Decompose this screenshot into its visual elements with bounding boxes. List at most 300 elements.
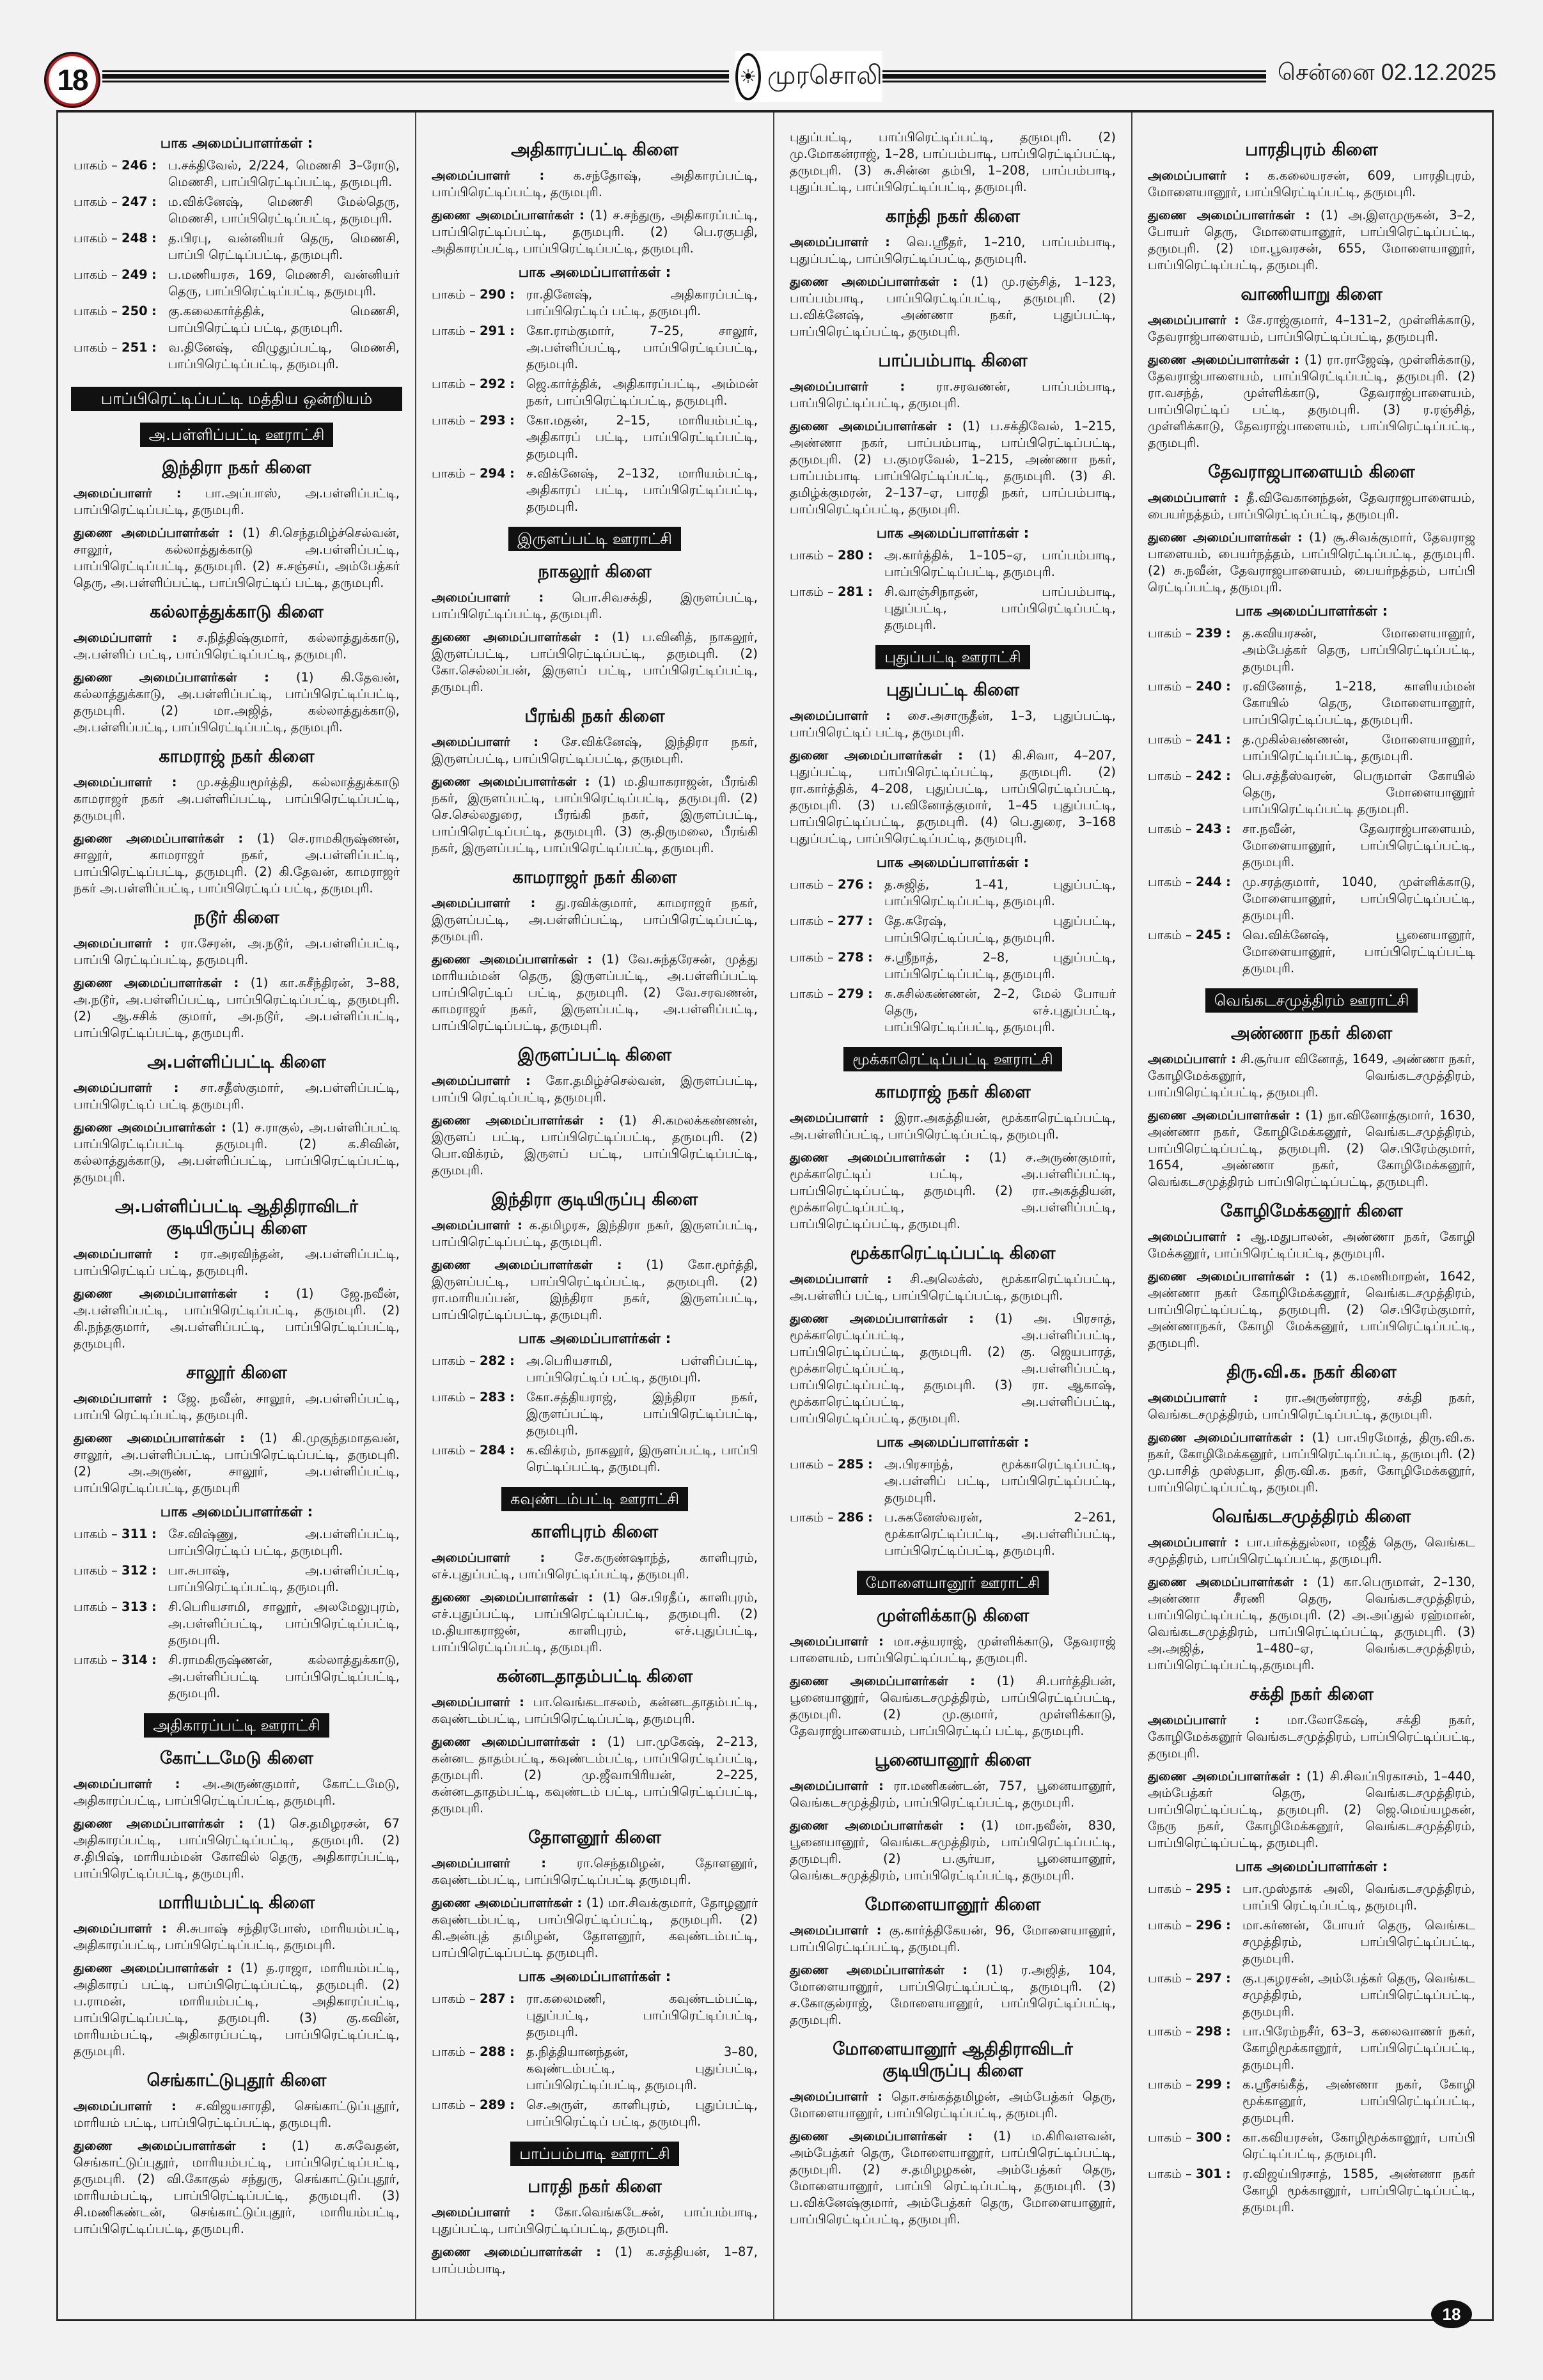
booth-prefix: பாகம் –	[432, 413, 476, 428]
entry-label: அமைப்பாளர் :	[74, 1391, 168, 1406]
booth-no: 290	[480, 287, 506, 302]
entry-text: க.சந்தோஷ், அதிகாரப்பட்டி, பாப்பிரெட்டிப்பட்டி, தருமபுரி.	[432, 168, 758, 199]
entry-label: துணை அமைப்பாளர்கள் :	[74, 1816, 244, 1831]
booth-organiser-text: மா.கர்ணன், போயர் தெரு, வெங்கட சமுத்திரம், பாப்பிரெட்டிப்பட்டி, தருமபுரி.	[1242, 1918, 1475, 1966]
entry-label: துணை அமைப்பாளர்கள் :	[432, 1257, 622, 1272]
entry-label: அமைப்பாளர் :	[790, 235, 890, 249]
deputy-organisers-entry	[790, 1149, 1116, 1233]
entry-text: பா.அப்பாஸ், அ.பள்ளிப்பட்டி, பாப்பிரெட்டிப்பட்டி, தருமபுரி.	[74, 486, 400, 517]
booth-prefix: பாகம் –	[790, 950, 834, 965]
booth-prefix: பாகம் –	[1148, 928, 1192, 942]
booth-colon: :	[509, 287, 515, 302]
booth-number	[74, 194, 168, 227]
entry-text: (1) க.சத்தியன், 1–87, பாப்பம்பாடி,	[432, 2244, 758, 2276]
booth-entry	[790, 876, 1116, 910]
organiser-entry	[74, 630, 400, 663]
booth-prefix: பாகம் –	[1148, 821, 1192, 836]
booth-number	[432, 2044, 526, 2094]
booth-number	[790, 876, 884, 910]
entry-text: (1) சி.சிவப்பிரகாசம், 1–440, அம்பேத்கர் தெரு, வெங்கடசமுத்திரம், பாப்பிரெட்டிப்பட்டி, தருமபுரி. (2) ஜெ.மெய்யழகன், நேரு நகர், கோழிமேக்கனூர், வெங்கடசமுத்திரம், பாப்பிரெட்டிப்பட்டி, தருமபுரி.	[1148, 1769, 1476, 1850]
booth-entry	[790, 547, 1116, 580]
entry-label: துணை அமைப்பாளர்கள் :	[74, 1961, 232, 1975]
organiser-entry	[74, 1080, 400, 1113]
booth-entry	[790, 949, 1116, 983]
entry-text: (1) சி.கமலக்கண்ணன், இருளப் பட்டி, பாப்பிரெட்டிப்பட்டி, தருமபுரி. (2) பொ.விக்ரம், இருளப் பட்டி, பாப்பிரெட்டிப்பட்டி, தருமபுரி.	[432, 1113, 758, 1178]
entry-label: அமைப்பாளர் :	[432, 1218, 522, 1233]
booth-entry	[1148, 927, 1475, 977]
branch-heading: அதிகாரப்பட்டி கிளை	[510, 140, 679, 160]
entry-label: துணை அமைப்பாளர்கள் :	[790, 2129, 973, 2143]
entry-text: (1) அ.இளமுருகன், 3–2, போயர் தெரு, மோளையானூர், பாப்பிரெட்டிப்பட்டி, தருமபுரி. (2) மா.பூவரசன், 655, மோளையானூர், பாப்பிரெட்டிப்பட்டி, தருமபுரி.	[1148, 208, 1475, 272]
booth-prefix: பாகம் –	[790, 986, 834, 1001]
booth-no: 276	[838, 877, 864, 892]
branch-heading: மூக்காரெட்டிப்பட்டி கிளை	[850, 1243, 1056, 1263]
entry-text: (1) மா.நவீன், 830, பூனையானூர், வெங்கடசமுத்திரம், பாப்பிரெட்டிப்பட்டி, தருமபுரி. (2) ப.சூர்யா, பூனையானூர், வெங்கடசமுத்திரம், பாப்பிரெட்டிப்பட்டி, தருமபுரி.	[790, 1818, 1116, 1883]
booth-number	[74, 157, 168, 191]
entry-label: துணை அமைப்பாளர்கள் :	[1148, 530, 1303, 545]
booth-organiser-text: ச.விக்னேஷ், 2–132, மாரியம்பட்டி, அதிகாரப் பட்டி, பாப்பிரெட்டிப்பட்டி, தருமபுரி.	[526, 466, 758, 514]
booth-prefix: பாகம் –	[1148, 875, 1192, 889]
deputy-organisers-entry	[74, 2138, 400, 2237]
branch-heading: காளிபுரம் கிளை	[531, 1522, 659, 1542]
booth-colon: :	[151, 1653, 157, 1667]
booth-number	[1148, 1917, 1242, 1967]
booth-entry	[74, 267, 400, 300]
booth-entry	[1148, 1881, 1475, 1914]
entry-text: (1) பா.பிரமோத், திரு.வி.க. நகர், கோழிமேக்கனூர், பாப்பிரெட்டிப்பட்டி, தருமபுரி. (2) மு.பாசித் முஸ்தபா, திரு.வி.க. நகர், கோழிமேக்கனூர், பாப்பிரெட்டிப்பட்டி, தருமபுரி.	[1148, 1430, 1475, 1495]
booth-entry	[1148, 2129, 1475, 2163]
booth-entry	[1148, 1970, 1475, 2020]
branch-heading: இந்திரா நகர் கிளை	[162, 458, 311, 478]
branch-heading: தோளனூர் கிளை	[528, 1828, 661, 1847]
booth-prefix: பாகம் –	[432, 1390, 476, 1404]
panchayat-banner: பாப்பம்பாடி ஊராட்சி	[510, 2142, 679, 2166]
panchayat-banner: வெங்கடசமுத்திரம் ஊராட்சி	[1205, 988, 1418, 1013]
entry-label: துணை அமைப்பாளர்கள் :	[432, 208, 584, 222]
branch-heading: கல்லாத்துக்காடு கிளை	[150, 602, 324, 622]
booth-colon: :	[867, 1457, 873, 1472]
entry-label: துணை அமைப்பாளர்கள் :	[432, 774, 590, 789]
branch-heading: காமராஜ் நகர் கிளை	[159, 747, 315, 766]
booth-organiser-text: கா.கவியரசன், கோழிமூக்கானூர், பாப்பி ரெட்டிப்பட்டி, தருமபுரி.	[1242, 2130, 1475, 2161]
entry-text: (1) செ.ராமகிருஷ்ணன், சாலூர், காமராஜர் நகர், அ.பள்ளிப்பட்டி, பாப்பிரெட்டிப்பட்டி, தருமபுரி. (2) கி.தேவன், காமராஜர் நகர் அ.பள்ளிப்பட்டி, பாப்பிரெட்டிப் பட்டி, தருமபுரி.	[74, 831, 400, 896]
branch-heading: வெங்கடசமுத்திரம் கிளை	[1212, 1507, 1411, 1527]
booth-organiser-text: சி.பெரியசாமி, சாலூர், அலமேலுபுரம், அ.பள்ளிப்பட்டி, பாப்பிரெட்டிப்பட்டி, தருமபுரி.	[168, 1599, 400, 1647]
booth-prefix: பாகம் –	[790, 914, 834, 928]
entry-label: அமைப்பாளர் :	[1148, 1229, 1241, 1244]
booth-organiser-text: சா.நவீன், தேவராஜ்பாளையம், மோளையானூர், பாப்பிரெட்டிப்பட்டி, தருமபுரி.	[1242, 821, 1475, 869]
branch-heading: கோட்டமேடு கிளை	[160, 1748, 313, 1768]
deputy-organisers-entry	[432, 951, 758, 1034]
branch-heading: பாப்பம்பாடி கிளை	[878, 351, 1028, 371]
entry-text: (1) ப.வினித், நாகலூர், இருளப்பட்டி, பாப்பிரெட்டிப்பட்டி, தருமபுரி. (2) கோ.செல்லப்பன், இருளப் பட்டி, பாப்பிரெட்டிப்பட்டி, தருமபுரி.	[432, 630, 758, 694]
entry-text: ரா.சேரன், அ.நடூர், அ.பள்ளிப்பட்டி, பாப்பி ரெட்டிப்பட்டி, தருமபுரி.	[74, 936, 400, 967]
entry-label: துணை அமைப்பாளர்கள் :	[432, 630, 599, 644]
booth-organiser-text: சே.விஷ்ணு, அ.பள்ளிப்பட்டி, பாப்பிரெட்டிப் பட்டி, தருமபுரி.	[168, 1527, 400, 1558]
booth-organiser-text: ரா.கலைமணி, கவுண்டம்பட்டி, புதுப்பட்டி, பாப்பிரெட்டிப்பட்டி, தருமபுரி.	[526, 1991, 758, 2039]
continued-paragraph: புதுப்பட்டி, பாப்பிரெட்டிப்பட்டி, தருமபுரி. (2) மு.மோகன்ராஜ், 1–28, பாப்பம்பாடி, பாப்பிரெட்டிப்பட்டி, தருமபுரி. (3) சு.சின்ன தம்பி, 1–208, பாப்பம்பாடி, புதுப்பட்டி, பாப்பிரெட்டிப்பட்டி, தருமபுரி.	[790, 130, 1116, 194]
entry-label: துணை அமைப்பாளர்கள் :	[432, 1590, 593, 1605]
booth-colon: :	[509, 377, 515, 391]
booth-colon: :	[1225, 679, 1231, 694]
booth-no: 295	[1196, 1881, 1222, 1896]
booth-no: 287	[480, 1991, 506, 2006]
booth-no: 242	[1196, 768, 1222, 783]
entry-text: ரா.அருண்ராஜ், சக்தி நகர், வெங்கடசமுத்திரம், பாப்பிரெட்டிப்பட்டி, தருமபுரி.	[1148, 1390, 1475, 1422]
booth-colon: :	[1225, 1918, 1231, 1933]
booth-no: 246	[121, 158, 148, 173]
booth-no: 245	[1196, 928, 1222, 942]
booth-number	[1148, 678, 1242, 728]
organiser-entry	[790, 1922, 1116, 1956]
booth-no: 250	[121, 304, 148, 318]
entry-text: (1) கி.சிவா, 4–207, புதுப்பட்டி, பாப்பிரெட்டிப்பட்டி, தருமபுரி. (2) ரா.கார்த்திக், 4–208, புதுப்பட்டி, பாப்பிரெட்டிப்பட்டி, தருமபுரி. (3) ப.வினோத்குமார், 1–45 புதுப்பட்டி, பாப்பிரெட்டிப்பட்டி, தருமபுரி. (4) பெ.துரை, 3–168 புதுப்பட்டி, பாப்பிரெட்டிப்பட்டி, தருமபுரி.	[790, 748, 1116, 846]
booth-entry	[432, 1442, 758, 1475]
entry-text: (1) ரா.ராஜேஷ், முள்ளிக்காடு, தேவராஜ்பாளையம், பாப்பிரெட்டிப்பட்டி, தருமபுரி. (2) ரா.வசந்த், முள்ளிக்காடு, தேவராஜ்பாளையம், பாப்பிரெட்டிப் பட்டி, தருமபுரி. (3) ர.ரஞ்சித், முள்ளிக்காடு, தேவராஜ்பாளையம், பாப்பிரெட்டிப்பட்டி, தருமபுரி.	[1148, 352, 1475, 450]
booth-no: 278	[838, 950, 864, 965]
panchayat-banner: அ.பள்ளிப்பட்டி ஊராட்சி	[140, 423, 334, 447]
branch-heading: இருளப்பட்டி கிளை	[517, 1045, 672, 1065]
booth-entry	[74, 339, 400, 373]
deputy-organisers-entry	[790, 274, 1116, 340]
booth-prefix: பாகம் –	[790, 877, 834, 892]
booth-prefix: பாகம் –	[74, 158, 118, 173]
booth-organiser-text: பா.முஸ்தாக் அலி, வெங்கடசமுத்திரம், பாப்பி ரெட்டிப்பட்டி, தருமபுரி.	[1242, 1881, 1475, 1913]
booth-organiser-text: ப.சக்திவேல், 2/224, மெணசி 3–ரோடு, மெணசி, பாப்பிரெட்டிப்பட்டி, தருமபுரி.	[168, 158, 400, 189]
entry-text: ரா.சரவணன், பாப்பம்பாடி, பாப்பிரெட்டிப்பட்டி, தருமபுரி.	[790, 379, 1116, 410]
branch-heading: பூனையானூர் கிளை	[874, 1750, 1031, 1770]
entry-text: மு.சத்தியமூர்த்தி, கல்லாத்துக்காடு காமராஜர் நகர் அ.பள்ளிப்பட்டி, பாப்பிரெட்டிப்பட்டி, தருமபுரி.	[74, 775, 400, 823]
organiser-entry	[1148, 490, 1475, 523]
entry-text: இரா.அகத்தியன், மூக்காரெட்டிப்பட்டி, அ.பள்ளிப்பட்டி, பாப்பிரெட்டிப்பட்டி, தருமபுரி.	[790, 1110, 1116, 1142]
organiser-entry	[74, 1920, 400, 1954]
booth-organiser-text: கோ.சத்தியராஜ், இந்திரா நகர், இருளப்பட்டி, பாப்பிரெட்டிப்பட்டி, தருமபுரி.	[526, 1390, 758, 1438]
deputy-organisers-entry	[790, 1311, 1116, 1427]
booth-no: 286	[838, 1510, 864, 1525]
booth-organiser-text: சி.ராமகிருஷ்ணன், கல்லாத்துக்காடு, அ.பள்ளிப்பட்டி பாப்பிரெட்டிப்பட்டி, தருமபுரி.	[168, 1653, 400, 1700]
booth-entry	[432, 465, 758, 515]
booth-no: 311	[121, 1527, 148, 1541]
entry-text: பா.பர்கத்துல்லா, மஜீத் தெரு, வெங்கட சமுத்திரம், பாப்பிரெட்டிப்பட்டி, தருமபுரி.	[1148, 1535, 1475, 1566]
organiser-entry	[74, 485, 400, 518]
booth-number	[1148, 2023, 1242, 2073]
masthead-title: முரசொலி	[767, 60, 882, 90]
booth-colon: :	[151, 231, 157, 245]
booth-prefix: பாகம் –	[74, 1599, 118, 1614]
organiser-entry	[1148, 1051, 1475, 1101]
booth-no: 312	[121, 1563, 148, 1578]
booth-no: 285	[838, 1457, 864, 1472]
branch-heading: கோழிமேக்கனூர் கிளை	[1220, 1201, 1403, 1221]
booth-colon: :	[1225, 875, 1231, 889]
entry-label: அமைப்பாளர் :	[1148, 1713, 1260, 1727]
booth-no: 241	[1196, 732, 1222, 747]
entry-text: (1) க.சுவேதன், செங்காட்டுப்புதூர், மாரியம்பட்டி, பாப்பிரெட்டிப்பட்டி, தருமபுரி. (2) வி.கோகுல் சந்துரு, செங்காட்டுப்புதூர், மாரியம்பட்டி, பாப்பிரெட்டிப்பட்டி, தருமபுரி. (3) சி.மணிகண்டன், செங்காட்டுப்புதூர், மாரியம்பட்டி, பாப்பிரெட்டிப்பட்டி, தருமபுரி.	[74, 2138, 400, 2236]
booth-no: 293	[480, 413, 506, 428]
branch-heading: அ.பள்ளிப்பட்டி கிளை	[147, 1052, 326, 1072]
masthead	[38, 45, 1509, 109]
entry-text: (1) ம.தியாகராஜன், பீரங்கி நகர், இருளப்பட்டி, பாப்பிரெட்டிப்பட்டி, தருமபுரி. (2) செ.செல்லதுரை, பீரங்கி நகர், இருளப்பட்டி, பாப்பிரெட்டிப்பட்டி, தருமபுரி. (3) கு.திருமலை, பீரங்கி நகர், இருளப்பட்டி, பாப்பிரெட்டிப்பட்டி, தருமபுரி.	[432, 774, 758, 855]
booth-no: 296	[1196, 1918, 1222, 1933]
entry-text: கோ.தமிழ்ச்செல்வன், இருளப்பட்டி, பாப்பி ரெட்டிப்பட்டி, தருமபுரி.	[432, 1073, 758, 1105]
deputy-organisers-entry	[74, 1960, 400, 2060]
entry-label: துணை அமைப்பாளர்கள் :	[790, 1311, 974, 1326]
booth-organiser-text: த.முகில்வண்ணன், மோளையானூர், பாப்பிரெட்டிப்பட்டி, தருமபுரி.	[1242, 732, 1475, 763]
column-2	[416, 113, 774, 2319]
booth-prefix: பாகம் –	[1148, 2166, 1192, 2181]
entry-text: சா.சதீஸ்குமார், அ.பள்ளிப்பட்டி, பாப்பிரெட்டிப் பட்டி தருமபுரி.	[74, 1080, 400, 1112]
entry-text: பா.வெங்கடாசலம், கன்னடதாதம்பட்டி, கவுண்டம்பட்டி, பாப்பிரெட்டிப்பட்டி, தருமபுரி.	[432, 1695, 758, 1726]
entry-label: துணை அமைப்பாளர்கள் :	[1148, 208, 1310, 222]
organiser-entry	[1148, 312, 1475, 345]
booth-number	[432, 1389, 526, 1439]
booth-entry	[74, 157, 400, 191]
booth-organisers-subheading: பாக அமைப்பாளர்கள் :	[518, 265, 671, 281]
booth-organiser-text: ர.வினோத், 1–218, காளியம்மன் கோயில் தெரு, மோளையானூர், பாப்பிரெட்டிப்பட்டி, தருமபுரி.	[1242, 679, 1475, 727]
booth-prefix: பாகம் –	[1148, 732, 1192, 747]
booth-prefix: பாகம் –	[790, 1457, 834, 1472]
booth-number	[790, 913, 884, 946]
entry-text: தொ.சங்கத்தமிழன், அம்பேத்கர் தெரு, மோளையானூர், பாப்பிரெட்டிப்பட்டி, தருமபுரி.	[790, 2089, 1116, 2120]
booth-organiser-text: பா.சுபாஷ், அ.பள்ளிப்பட்டி, பாப்பிரெட்டிப்பட்டி, தருமபுரி.	[168, 1563, 400, 1594]
booth-entry	[1148, 678, 1475, 728]
entry-text: (1) ச.அருண்குமார், மூக்காரெட்டிப் பட்டி, அ.பள்ளிப்பட்டி, பாப்பிரெட்டிப்பட்டி, தருமபுரி. (2) ரா.அகத்தியன், மூக்காரெட்டிப்பட்டி, அ.பள்ளிப்பட்டி, பாப்பிரெட்டிப்பட்டி, தருமபுரி.	[790, 1150, 1116, 1231]
booth-no: 292	[480, 377, 506, 391]
entry-text: சே.விக்னேஷ், இந்திரா நகர், இருளப்பட்டி, பாப்பிரெட்டிப்பட்டி, தருமபுரி.	[432, 735, 758, 766]
organiser-entry	[432, 734, 758, 767]
entry-label: அமைப்பாளர் :	[1148, 1052, 1237, 1066]
booth-colon: :	[509, 323, 515, 338]
booth-prefix: பாகம் –	[790, 584, 834, 599]
entry-label: துணை அமைப்பாளர்கள் :	[74, 2138, 267, 2153]
booth-organiser-text: க.விக்ரம், நாகலூர், இருளப்பட்டி, பாப்பி ரெட்டிப்பட்டி, தருமபுரி.	[526, 1443, 758, 1474]
booth-organiser-text: சு.சுசில்கண்ணன், 2–2, மேல் போயர் தெரு, எச்.புதுப்பட்டி, பாப்பிரெட்டிப்பட்டி, தருமபுரி.	[884, 986, 1116, 1034]
booth-prefix: பாகம் –	[1148, 1971, 1192, 1986]
entry-label: துணை அமைப்பாளர்கள் :	[432, 952, 593, 967]
booth-colon: :	[151, 1563, 157, 1578]
deputy-organisers-entry	[74, 669, 400, 736]
booth-colon: :	[509, 2097, 515, 2112]
booth-colon: :	[509, 466, 515, 481]
booth-colon: :	[509, 2044, 515, 2059]
branch-heading: சக்தி நகர் கிளை	[1249, 1684, 1374, 1704]
booth-organiser-text: த.கவியரசன், மோளையானூர், அம்பேத்கர் தெரு, பாப்பிரெட்டிப்பட்டி, தருமபுரி.	[1242, 626, 1475, 674]
booth-entry	[432, 1389, 758, 1439]
panchayat-banner: புதுப்பட்டி ஊராட்சி	[875, 645, 1030, 669]
booth-number	[1148, 874, 1242, 924]
entry-text: ச.விஜயசாரதி, செங்காட்டுப்புதூர், மாரியம் பட்டி, பாப்பிரெட்டிப்பட்டி, தருமபுரி.	[74, 2099, 400, 2130]
booth-no: 249	[121, 267, 148, 282]
booth-colon: :	[1225, 1881, 1231, 1896]
booth-prefix: பாகம் –	[432, 377, 476, 391]
masthead-rule-left	[102, 70, 729, 84]
entry-text: (1) சி.செந்தமிழ்ச்செல்வன், சாலூர், கல்லாத்துக்காடு அ.பள்ளிப்பட்டி, பாப்பிரெட்டிப்பட்டி, தருமபுரி. (2) ச.சஞ்சய், அம்பேத்கர் தெரு, அ.பள்ளிப்பட்டி, பாப்பிரெட்டிப் பட்டி, தருமபுரி.	[74, 525, 400, 590]
entry-text: (1) வே.சுந்தரேசன், முத்து மாரியம்மன் தெரு, இருளப்பட்டி, அ.பள்ளிப்பட்டி பாப்பிரெட்டிப் பட்டி, தருமபுரி. (2) வே.சரவணன், காமராஜர் நகர், இருளப்பட்டி, அ.பள்ளிப்பட்டி, பாப்பிரெட்டிப்பட்டி, தருமபுரி.	[432, 952, 758, 1033]
dateline: சென்னை 02.12.2025	[1277, 59, 1496, 85]
booth-colon: :	[1225, 928, 1231, 942]
booth-colon: :	[1225, 2077, 1231, 2092]
entry-label: அமைப்பாளர் :	[1148, 1390, 1258, 1405]
entry-label: துணை அமைப்பாளர்கள் :	[790, 1150, 970, 1165]
entry-text: ஆ.மதுபாலன், அண்ணா நகர், கோழி மேக்கனூர், பாப்பிரெட்டிப்பட்டி, தருமபுரி.	[1148, 1229, 1476, 1261]
booth-organisers-subheading: பாக அமைப்பாளர்கள் :	[160, 1504, 313, 1520]
booth-prefix: பாகம் –	[432, 1991, 476, 2006]
content-frame	[56, 110, 1494, 2321]
entry-label: துணை அமைப்பாளர்கள் :	[74, 670, 269, 685]
deputy-organisers-entry	[432, 629, 758, 696]
entry-label: அமைப்பாளர் :	[74, 1921, 167, 1936]
entry-text: (1) மு.ரஞ்சித், 1–123, பாப்பம்பாடி, பாப்பிரெட்டிப்பட்டி, தருமபுரி. (2) ப.விக்னேஷ், அண்ணா நகர், புதுப்பட்டி, பாப்பிரெட்டிப்பட்டி, தருமபுரி.	[790, 274, 1116, 339]
page-number-badge: 18	[46, 54, 98, 106]
organiser-entry	[790, 1633, 1116, 1667]
entry-label: அமைப்பாளர் :	[790, 379, 905, 394]
booth-entry	[432, 1991, 758, 2041]
branch-heading: பீரங்கி நகர் கிளை	[524, 706, 665, 726]
booth-number	[74, 1562, 168, 1596]
booth-organiser-text: மு.சரத்குமார், 1040, முள்ளிக்காடு, மோளையானூர், பாப்பிரெட்டிப்பட்டி, தருமபுரி.	[1242, 875, 1475, 922]
booth-colon: :	[151, 267, 157, 282]
entry-label: துணை அமைப்பாளர்கள் :	[432, 1113, 604, 1128]
entry-text: து.ரவிக்குமார், காமராஜர் நகர், இருளப்பட்டி, அ.பள்ளிப்பட்டி, பாப்பிரெட்டிப்பட்டி, தருமபுரி.	[432, 896, 758, 944]
branch-heading: வாணியாறு கிளை	[1241, 284, 1382, 304]
entry-text: (1) ம.கிரிவளவன், அம்பேத்கர் தெரு, மோளையானூர், பாப்பிரெட்டிப்பட்டி, தருமபுரி. (2) ச.தமிழழகன், அம்பேத்கர் தெரு, மோளையானூர், பாப்பி ரெட்டிப்பட்டி, தருமபுரி. (3) ப.விக்னேஷ்குமார், அம்பேத்கர் தெரு, மோளையானூர், பாப்பிரெட்டிப்பட்டி, தருமபுரி.	[790, 2129, 1116, 2227]
booth-no: 243	[1196, 821, 1222, 836]
column-1	[58, 113, 416, 2319]
entry-text: க.தமிழரசு, இந்திரா நகர், இருளப்பட்டி, பாப்பிரெட்டிப்பட்டி, தருமபுரி.	[432, 1218, 758, 1249]
booth-entry	[74, 1652, 400, 1702]
booth-number	[432, 2097, 526, 2130]
branch-heading: காமராஜ் நகர் கிளை	[875, 1082, 1031, 1102]
panchayat-banner: கவுண்டம்பட்டி ஊராட்சி	[501, 1487, 688, 1511]
deputy-organisers-entry	[790, 747, 1116, 847]
booth-colon: :	[509, 1991, 515, 2006]
organiser-entry	[432, 1855, 758, 1888]
booth-organiser-text: ர.விஜய்பிரசாத், 1585, அண்ணா நகர் கோழி மூக்கானூர், பாப்பிரெட்டிப்பட்டி, தருமபுரி.	[1242, 2166, 1475, 2214]
deputy-organisers-entry	[432, 1895, 758, 1961]
booth-no: 299	[1196, 2077, 1222, 2092]
booth-colon: :	[867, 914, 873, 928]
entry-text: (1) கி.முகுந்தமாதவன், சாலூர், அ.பள்ளிப்பட்டி, பாப்பிரெட்டிப்பட்டி, தருமபுரி. (2) அ.அருண், சாலூர், அ.பள்ளிப்பட்டி, பாப்பிரெட்டிப்பட்டி, தருமபுரி	[74, 1431, 400, 1495]
booth-number	[432, 323, 526, 373]
deputy-organisers-entry	[74, 525, 400, 591]
booth-entry	[74, 1562, 400, 1596]
booth-no: 279	[838, 986, 864, 1001]
booth-number	[74, 230, 168, 263]
entry-text: மா.லோகேஷ், சக்தி நகர், கோழிமேக்கனூர் வெங்கடசமுத்திரம், பாப்பிரெட்டிப்பட்டி, தருமபுரி.	[1148, 1713, 1476, 1761]
branch-heading: அண்ணா நகர் கிளை	[1230, 1023, 1393, 1043]
booth-colon: :	[1225, 821, 1231, 836]
booth-number	[74, 1652, 168, 1702]
entry-label: துணை அமைப்பாளர்கள் :	[790, 274, 958, 289]
deputy-organisers-entry	[1148, 1429, 1475, 1496]
booth-no: 301	[1196, 2166, 1222, 2181]
entry-text: (1) ர.அஜித், 104, மோளையானூர், பாப்பிரெட்டிப்பட்டி, தருமபுரி. (2) ச.கோகுல்ராஜ், மோளையானூர், பாப்பிரெட்டிப்பட்டி, தருமபுரி.	[790, 1963, 1116, 2027]
branch-heading: கன்னடதாதம்பட்டி கிளை	[496, 1667, 693, 1686]
branch-heading: தேவராஜபாளையம் கிளை	[1208, 462, 1415, 482]
booth-organiser-text: ப.சுகனேஸ்வரன், 2–261, மூக்காரெட்டிப்பட்டி, அ.பள்ளிப்பட்டி, பாப்பிரெட்டிப்பட்டி, தருமபுரி.	[884, 1510, 1116, 1558]
branch-heading: மோளையானூர் கிளை	[865, 1895, 1041, 1915]
booth-organiser-text: சி.வாஞ்சிநாதன், பாப்பம்பாடி, புதுப்பட்டி, பாப்பிரெட்டிப்பட்டி, தருமபுரி.	[884, 584, 1116, 632]
entry-text: பொ.சிவசக்தி, இருளப்பட்டி, பாப்பிரெட்டிப்பட்டி, தருமபுரி.	[432, 590, 758, 621]
booth-organisers-subheading: பாக அமைப்பாளர்கள் :	[1235, 603, 1388, 619]
booth-entry	[432, 2097, 758, 2130]
booth-prefix: பாகம் –	[74, 304, 118, 318]
organiser-entry	[790, 1778, 1116, 1811]
entry-text: சை.அசாருதீன், 1–3, புதுப்பட்டி, பாப்பிரெட்டிப் பட்டி, தருமபுரி.	[790, 708, 1116, 740]
entry-text: (1) செ.பிரதீப், காளிபுரம், எச்.புதுப்பட்டி, பாப்பிரெட்டிப்பட்டி, தருமபுரி. (2) ம.தியாகராஜன், காளிபுரம், எச்.புதுப்பட்டி, பாப்பிரெட்டிப்பட்டி, தருமபுரி.	[432, 1590, 758, 1654]
booth-colon: :	[509, 1390, 515, 1404]
organiser-entry	[432, 1217, 758, 1250]
booth-entry	[1148, 768, 1475, 818]
branch-heading: இந்திரா குடியிருப்பு கிளை	[491, 1190, 698, 1209]
entry-text: சே.கருண்ஷாந்த், காளிபுரம், எச்.புதுப்பட்டி, பாப்பிரெட்டிப்பட்டி, தருமபுரி.	[432, 1550, 758, 1582]
booth-number	[1148, 2166, 1242, 2216]
entry-label: துணை அமைப்பாளர்கள் :	[432, 1895, 583, 1910]
branch-heading: மோளையானூர் ஆதிதிராவிடர் குடியிருப்பு கிளை	[833, 2039, 1073, 2081]
entry-label: துணை அமைப்பாளர்கள் :	[432, 2244, 601, 2259]
entry-label: துணை அமைப்பாளர்கள் :	[1148, 1108, 1301, 1123]
entry-label: துணை அமைப்பாளர்கள் :	[74, 831, 244, 846]
entry-label: அமைப்பாளர் :	[432, 1695, 524, 1709]
organiser-entry	[74, 1246, 400, 1279]
booth-number	[1148, 821, 1242, 871]
booth-colon: :	[151, 340, 157, 355]
branch-heading: பாரதிபுரம் கிளை	[1245, 140, 1378, 160]
booth-no: 283	[480, 1390, 506, 1404]
booth-organiser-text: ரா.தினேஷ், அதிகாரப்பட்டி, பாப்பிரெட்டிப் பட்டி, தருமபுரி.	[526, 287, 758, 318]
booth-entry	[790, 1509, 1116, 1559]
booth-entry	[790, 1456, 1116, 1506]
entry-label: துணை அமைப்பாளர்கள் :	[74, 1286, 269, 1301]
deputy-organisers-entry	[1148, 352, 1475, 451]
booth-organiser-text: கு.புகழரசன், அம்பேத்கர் தெரு, வெங்கட சமுத்திரம், பாப்பிரெட்டிப்பட்டி, தருமபுரி.	[1242, 1971, 1475, 2019]
booth-number	[74, 303, 168, 336]
booth-entry	[74, 194, 400, 227]
booth-organiser-text: பெ.சத்தீஸ்வரன், பெருமாள் கோயில் தெரு, மோளையானூர் பாப்பிரெட்டிப்பட்டி தருமபுரி.	[1242, 768, 1475, 816]
entry-text: (1) க.மணிமாறன், 1642, அண்ணா நகர் கோழிமேக்கனூர், வெங்கடசமுத்திரம், பாப்பிரெட்டிப்பட்டி, தருமபுரி. (2) செ.பிரேம்குமார், அண்ணாநகர், கோழி மேக்கனூர், பாப்பிரெட்டிப்பட்டி, தருமபுரி.	[1148, 1269, 1475, 1350]
deputy-organisers-entry	[432, 207, 758, 257]
entry-text: கு.கார்த்திகேயன், 96, மோளையானூர், பாப்பிரெட்டிப்பட்டி, தருமபுரி.	[790, 1923, 1116, 1954]
booth-colon: :	[1225, 2166, 1231, 2181]
branch-heading: நடூர் கிளை	[194, 908, 279, 928]
entry-text: ரா.செந்தமிழன், தோளனூர், கவுண்டம்பட்டி, பாப்பிரெட்டிப்பட்டி தருமபுரி.	[432, 1856, 758, 1887]
deputy-organisers-entry	[790, 1817, 1116, 1884]
booth-entry	[74, 1526, 400, 1559]
entry-label: அமைப்பாளர் :	[74, 1080, 179, 1095]
booth-colon: :	[867, 1510, 873, 1525]
booth-organisers-subheading: பாக அமைப்பாளர்கள் :	[518, 1969, 671, 1985]
booth-organiser-text: த.நித்தியானந்தன், 3–80, கவுண்டம்பட்டி, புதுப்பட்டி, பாப்பிரெட்டிப்பட்டி, தருமபுரி.	[526, 2044, 758, 2092]
booth-organiser-text: வெ.விக்னேஷ், பூனையானூர், மோளையானூர், பாப்பிரெட்டிப்பட்டி தருமபுரி.	[1242, 928, 1475, 976]
booth-number	[1148, 1881, 1242, 1914]
entry-text: கோ.வெங்கடேசன், பாப்பம்பாடி, புதுப்பட்டி, பாப்பிரெட்டிப்பட்டி, தருமபுரி.	[432, 2205, 758, 2236]
panchayat-banner: அதிகாரப்பட்டி ஊராட்சி	[144, 1713, 329, 1738]
booth-organiser-text: கோ.மதன், 2–15, மாரியம்பட்டி, அதிகாரப் பட்டி, பாப்பிரெட்டிப்பட்டி, தருமபுரி.	[526, 413, 758, 461]
booth-prefix: பாகம் –	[790, 548, 834, 563]
entry-label: துணை அமைப்பாளர்கள் :	[790, 1818, 965, 1833]
booth-no: 248	[121, 231, 148, 245]
booth-organisers-subheading: பாக அமைப்பாளர்கள் :	[876, 855, 1030, 871]
organiser-entry	[1148, 1390, 1475, 1423]
booth-number	[432, 1353, 526, 1386]
booth-no: 247	[121, 194, 148, 209]
entry-text: (1) கோ.மூர்த்தி, இருளப்பட்டி, பாப்பிரெட்டிப்பட்டி, தருமபுரி. (2) ரா.மாரியப்பன், இந்திரா நகர், இருளப்பட்டி, பாப்பிரெட்டிப்பட்டி, தருமபுரி.	[432, 1257, 758, 1322]
entry-label: துணை அமைப்பாளர்கள் :	[1148, 1269, 1310, 1284]
booth-prefix: பாகம் –	[790, 1510, 834, 1525]
booth-no: 239	[1196, 626, 1222, 641]
booth-entry	[1148, 625, 1475, 675]
booth-number	[432, 286, 526, 320]
